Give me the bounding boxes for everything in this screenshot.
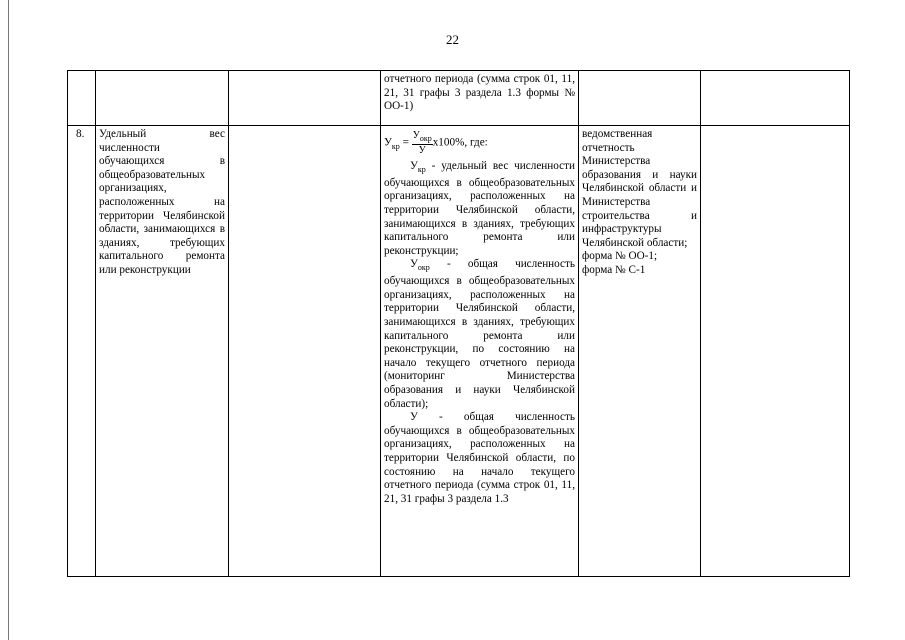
calculation-method [381,126,579,577]
cell-empty-last [701,126,850,577]
formula-fraction: $\frac{У_{окр}}{У}$ [412,130,432,156]
cell-empty [229,126,381,577]
definition-uokr: $У_{окр}$ - общая численность обучающихся в общеобразовательных организациях, расположенных на территории Челябинской области, занимающихся в зданиях, требующих капитального ремонта или реконструкции, по состоянию на начало текущего отчетного периода (мониторинг Министерства образования и науки Челябинской области); [384,258,575,410]
definition-ukr: $У_{кр}$ - удельный вес численности обучающихся в общеобразовательных организациях, расположенных на территории Челябинской области, занимающихся в зданиях, требующих капитального ремонта или реконструкции; [384,160,575,257]
row-number: 8. [68,126,96,577]
indicator-table [67,70,850,577]
indicator-name [96,126,229,577]
data-source [579,126,701,577]
method-continuation-text: отчетного периода (сумма строк 01, 11, 21, 31 графы 3 раздела 1.3 формы № ОО-1) [384,73,575,113]
indicator-text: Удельный вес численности обучающихся в общеобразовательных организациях, расположенных на территории Челябинской области, занимающихся в зданиях, требующих капитального ремонта или реконструкции [99,128,225,276]
source-line: форма № С-1 [582,263,646,276]
page-number: 22 [446,32,459,47]
cell-method [381,71,579,126]
cell-number [68,71,96,126]
cell-indicator [96,71,229,126]
table-row-continuation [68,71,850,126]
page-edge-line [8,0,9,640]
table-row [68,126,850,577]
cell-empty-last [701,71,850,126]
cell-empty [229,71,381,126]
source-line: ведомственная отчетность Министерства образования и науки Челябинской области и Министерства строительства и инфраструктуры Челябинской области; [582,128,697,249]
cell-source [579,71,701,126]
formula: $У_{кр}$ = $\frac{У_{окр}}{У}$ х100%, где: [384,130,488,156]
definition-u: У - общая численность обучающихся в общеобразовательных организациях, расположенных на территории Челябинской области, по состоянию на начало текущего отчетного периода (сумма строк 01, 11, 21, 31 графы 3 раздела 1.3 [384,411,575,505]
source-line: форма № ОО-1; [582,250,658,263]
